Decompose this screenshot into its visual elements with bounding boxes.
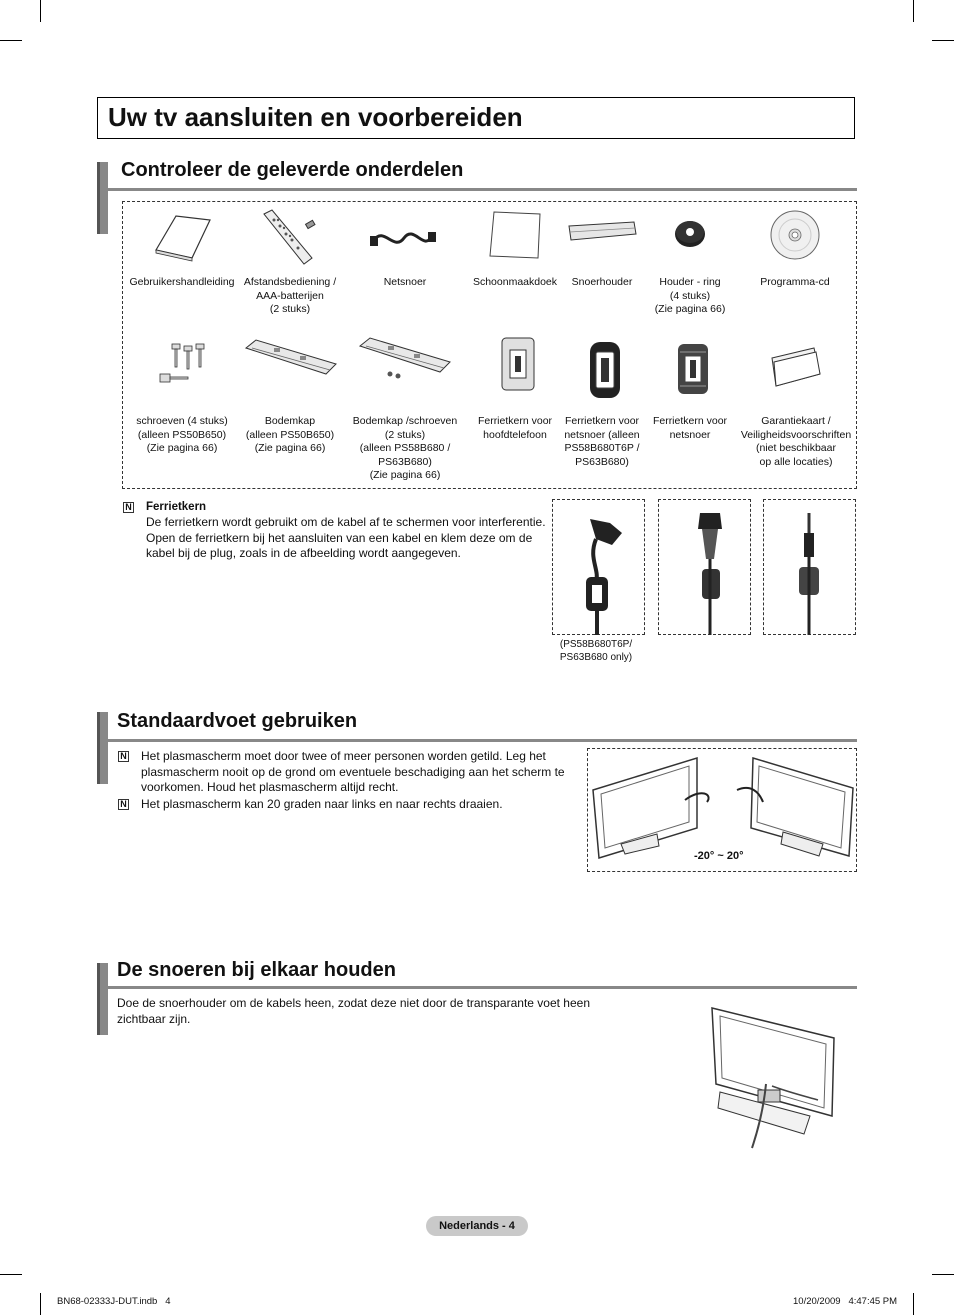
rotation-label: -20° ~ 20° (694, 850, 744, 862)
caption: Ferrietkern voor netsnoer (alleen PS58B680T6P / PS63B680) (564, 415, 640, 468)
caption: Snoerhouder (571, 276, 633, 288)
note-icon: N (118, 751, 129, 762)
footer-file: BN68-02333J-DUT.indb 4 (57, 1296, 171, 1307)
caption: Schoonmaakdoek (472, 276, 558, 288)
ferrite-plug-figure-icon (552, 499, 645, 635)
power-cord-icon (370, 222, 436, 256)
crop-mark (932, 40, 954, 41)
bottom-cover-screws-icon (358, 334, 454, 382)
manual-icon (148, 208, 214, 264)
caption: Programma-cd (760, 276, 830, 288)
screws-icon (152, 342, 212, 392)
remote-control-icon (258, 208, 328, 266)
crop-mark (0, 1274, 22, 1275)
note-text: De ferrietkern wordt gebruikt om de kabel af te schermen voor interferentie. Open de ferrietkern bij het aansluiten van een kabel en klem deze om de kabel bij de plug, zoals in de afbeelding wordt aangegeven. (146, 515, 546, 560)
ferrite-core-cord-680-icon (588, 340, 622, 400)
crop-mark (913, 1293, 914, 1315)
page-title-box (97, 97, 855, 139)
cables-text: Doe de snoerhouder om de kabels heen, zodat deze niet door de transparante voet heen zichtbaar zijn. (117, 996, 590, 1026)
section-divider (108, 188, 857, 191)
section-bar (97, 162, 108, 234)
ferrite-core-headphone-icon (498, 336, 538, 396)
section-bar (97, 963, 108, 1035)
note-icon: N (123, 502, 134, 513)
warranty-card-icon (770, 346, 822, 388)
headphone-plug-figure-icon (763, 499, 856, 635)
bottom-cover-icon (244, 336, 338, 378)
section-divider (108, 739, 857, 742)
footer-timestamp: 10/20/2009 4:47:45 PM (793, 1296, 898, 1307)
caption: schroeven (4 stuks) (alleen PS50B650) (Zie pagina 66) (136, 415, 228, 454)
crop-mark (40, 1293, 41, 1315)
ferrite-plug-figure-icon (658, 499, 751, 635)
page-title: Uw tv aansluiten en voorbereiden (108, 102, 523, 132)
caption: Garantiekaart / Veiligheidsvoorschriften (niet beschikbaar op alle locaties) (740, 415, 852, 468)
crop-mark (913, 0, 914, 22)
section-divider (108, 986, 857, 989)
caption: Bodemkap /schroeven (2 stuks) (alleen PS58B680 / PS63B680) (Zie pagina 66) (352, 415, 458, 481)
caption: Gebruikershandleiding (129, 276, 235, 288)
caption: Ferrietkern voor netsnoer (652, 415, 728, 441)
caption: Ferrietkern voor hoofdtelefoon (477, 415, 553, 441)
section-bar (97, 712, 108, 784)
caption: Bodemkap (alleen PS50B650) (Zie pagina 66) (245, 415, 335, 454)
section-heading-stand: Standaardvoet gebruiken (117, 710, 358, 732)
caption: Houder - ring (4 stuks) (Zie pagina 66) (654, 276, 726, 315)
crop-mark (40, 0, 41, 22)
cleaning-cloth-icon (488, 208, 544, 260)
tv-back-cable-icon (708, 1004, 838, 1150)
program-cd-icon (769, 209, 821, 261)
stand-note-2: Het plasmascherm kan 20 graden naar links en naar rechts draaien. (141, 797, 503, 811)
section-heading-parts: Controleer de geleverde onderdelen (121, 159, 464, 181)
ferrite-core-cord-icon (676, 342, 710, 396)
crop-mark (0, 40, 22, 41)
caption: Netsnoer (383, 276, 427, 288)
section-heading-cables: De snoeren bij elkaar houden (117, 959, 396, 981)
note-title: Ferrietkern (146, 501, 207, 513)
note-icon: N (118, 799, 129, 810)
ring-holder-icon (673, 214, 707, 250)
figure-caption: (PS58B680T6P/ PS63B680 only) (559, 639, 633, 663)
cable-holder-icon (566, 220, 638, 242)
page-number-badge: Nederlands - 4 (426, 1216, 528, 1236)
crop-mark (932, 1274, 954, 1275)
caption: Afstandsbediening / AAA-batterijen (2 stuks) (243, 276, 337, 315)
stand-note-1: Het plasmascherm moet door twee of meer personen worden getild. Leg het plasmascherm nooit op de grond om eventuele beschadiging aan het scherm te voorkomen. Houd het plasmascherm altijd recht. (141, 749, 565, 794)
